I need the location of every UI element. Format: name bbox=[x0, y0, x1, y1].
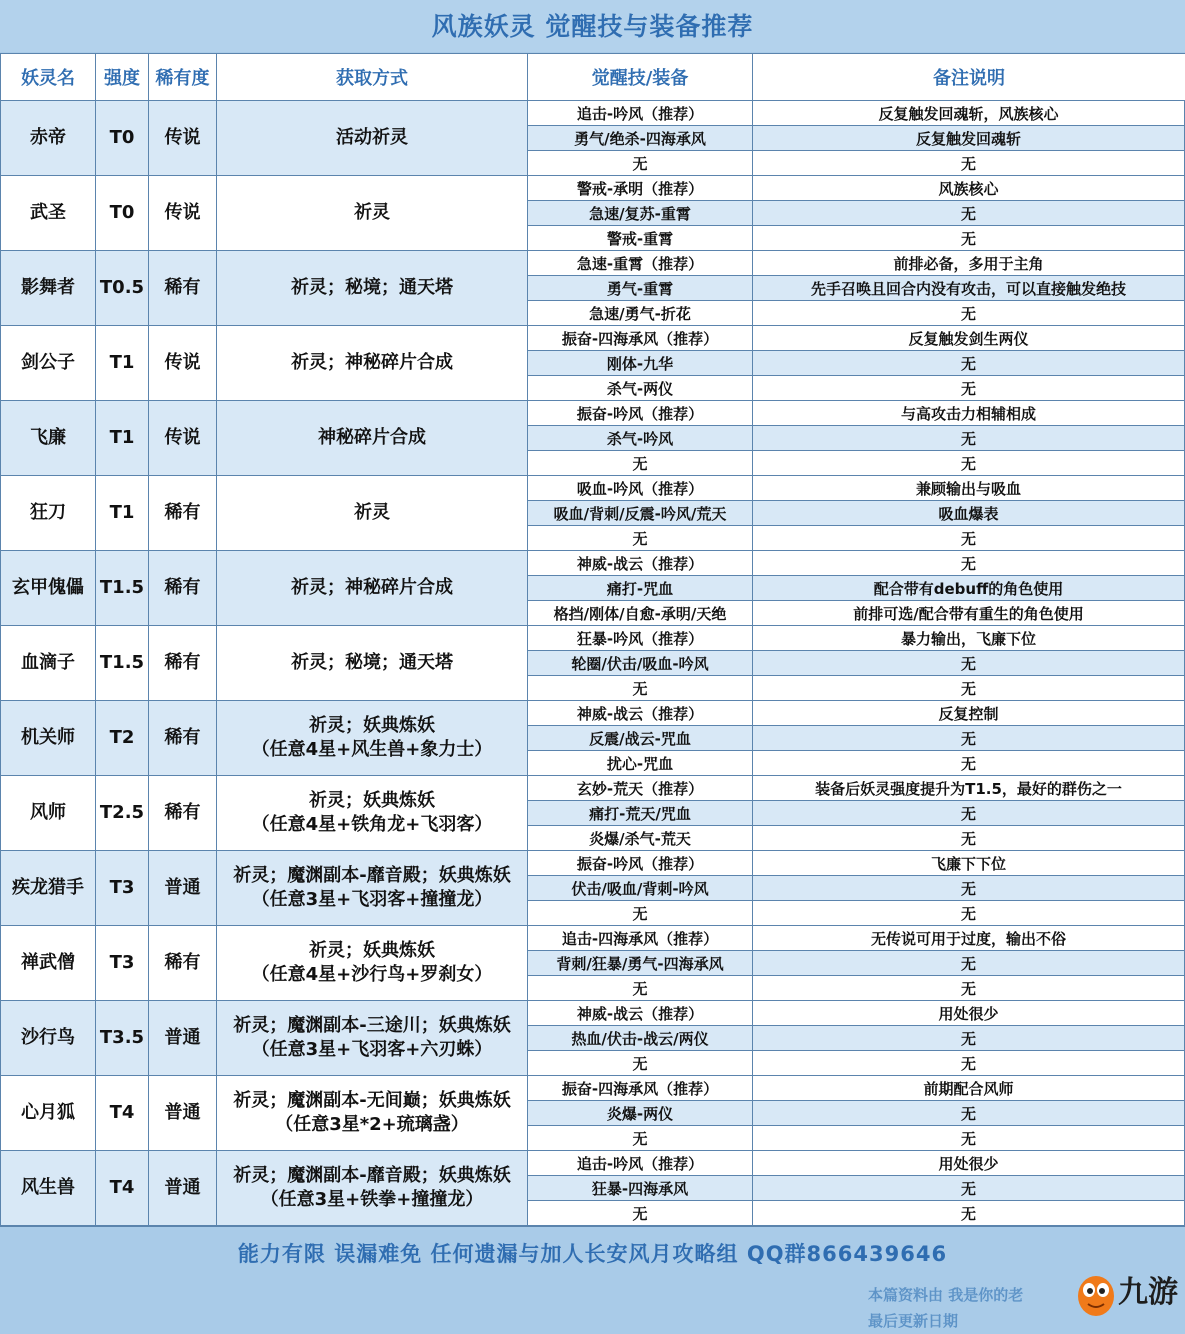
skill-item: 炎爆-两仪 bbox=[528, 1101, 752, 1125]
spirit-name: 剑公子 bbox=[1, 326, 95, 400]
source-line: 祈灵；神秘碎片合成 bbox=[291, 577, 453, 598]
credit-line: 最后更新日期 bbox=[868, 1312, 959, 1330]
source-line: （任意3星+铁拳+撞撞龙） bbox=[260, 1189, 484, 1210]
note-item: 无 bbox=[753, 651, 1184, 675]
note-item: 前排必备，多用于主角 bbox=[753, 251, 1184, 275]
header-source: 获取方式 bbox=[217, 54, 527, 100]
note-item: 无 bbox=[753, 801, 1184, 825]
tier-value: T3 bbox=[96, 926, 148, 1000]
note-item: 用处很少 bbox=[753, 1001, 1184, 1025]
spirit-name: 武圣 bbox=[1, 176, 95, 250]
rarity-value: 普通 bbox=[149, 1151, 216, 1225]
source-line: 祈灵；秘境；通天塔 bbox=[291, 277, 453, 298]
header-tier: 强度 bbox=[96, 54, 148, 100]
source-line: （任意3星*2+琉璃盏） bbox=[275, 1114, 469, 1135]
tier-value: T1.5 bbox=[96, 551, 148, 625]
source-line: 祈灵；魔渊副本-靡音殿；妖典炼妖 bbox=[233, 1165, 511, 1186]
tier-value: T4 bbox=[96, 1151, 148, 1225]
source-value bbox=[217, 626, 527, 700]
skill-item: 背刺/狂暴/勇气-四海承风 bbox=[528, 951, 752, 975]
tier-value: T0.5 bbox=[96, 251, 148, 325]
rarity-value: 传说 bbox=[149, 401, 216, 475]
skill-item: 急速/勇气-折花 bbox=[528, 301, 752, 325]
source-line: 祈灵；神秘碎片合成 bbox=[291, 352, 453, 373]
note-item: 无 bbox=[753, 826, 1184, 850]
note-item: 无 bbox=[753, 1126, 1184, 1150]
skill-item: 无 bbox=[528, 1126, 752, 1150]
note-item: 无 bbox=[753, 951, 1184, 975]
rarity-value: 普通 bbox=[149, 851, 216, 925]
rarity-value: 稀有 bbox=[149, 926, 216, 1000]
rarity-value: 稀有 bbox=[149, 476, 216, 550]
header-name: 妖灵名 bbox=[1, 54, 95, 100]
source-value bbox=[217, 401, 527, 475]
source-line: 祈灵；妖典炼妖 bbox=[309, 790, 435, 811]
skill-item: 无 bbox=[528, 151, 752, 175]
note-item: 无 bbox=[753, 1026, 1184, 1050]
skill-item: 无 bbox=[528, 451, 752, 475]
source-value bbox=[217, 1151, 527, 1225]
skill-item: 扰心-咒血 bbox=[528, 751, 752, 775]
rarity-value: 稀有 bbox=[149, 551, 216, 625]
note-item: 无 bbox=[753, 426, 1184, 450]
page-title: 风族妖灵 觉醒技与装备推荐 bbox=[0, 0, 1185, 52]
rarity-value: 稀有 bbox=[149, 251, 216, 325]
source-value bbox=[217, 326, 527, 400]
note-item: 前期配合风师 bbox=[753, 1076, 1184, 1100]
note-item: 兼顾输出与吸血 bbox=[753, 476, 1184, 500]
note-item: 无 bbox=[753, 451, 1184, 475]
note-item: 反复控制 bbox=[753, 701, 1184, 725]
note-item: 配合带有debuff的角色使用 bbox=[753, 576, 1184, 600]
rarity-value: 普通 bbox=[149, 1076, 216, 1150]
note-item: 无 bbox=[753, 226, 1184, 250]
skill-item: 格挡/刚体/自愈-承明/天绝 bbox=[528, 601, 752, 625]
skill-item: 痛打-荒天/咒血 bbox=[528, 801, 752, 825]
skill-item: 勇气/绝杀-四海承风 bbox=[528, 126, 752, 150]
skill-item: 追击-吟风（推荐） bbox=[528, 101, 752, 125]
skill-item: 振奋-四海承风（推荐） bbox=[528, 1076, 752, 1100]
note-item: 前排可选/配合带有重生的角色使用 bbox=[753, 601, 1184, 625]
note-item: 无 bbox=[753, 751, 1184, 775]
tier-value: T4 bbox=[96, 1076, 148, 1150]
source-line: 神秘碎片合成 bbox=[318, 427, 426, 448]
note-item: 装备后妖灵强度提升为T1.5，最好的群伤之一 bbox=[753, 776, 1184, 800]
note-item: 无 bbox=[753, 901, 1184, 925]
note-item: 反复触发回魂斩，风族核心 bbox=[753, 101, 1184, 125]
source-line: 祈灵；妖典炼妖 bbox=[309, 940, 435, 961]
source-value bbox=[217, 176, 527, 250]
skill-item: 神威-战云（推荐） bbox=[528, 1001, 752, 1025]
note-item: 无 bbox=[753, 376, 1184, 400]
note-item: 无 bbox=[753, 301, 1184, 325]
credit-text bbox=[868, 1282, 1073, 1334]
source-line: （任意4星+铁角龙+飞羽客） bbox=[251, 814, 493, 835]
skill-item: 勇气-重霄 bbox=[528, 276, 752, 300]
tier-value: T1 bbox=[96, 401, 148, 475]
tier-value: T3 bbox=[96, 851, 148, 925]
skill-item: 振奋-四海承风（推荐） bbox=[528, 326, 752, 350]
note-item: 吸血爆表 bbox=[753, 501, 1184, 525]
credit-line: 本篇资料由 我是你的老 bbox=[868, 1286, 1024, 1304]
skill-item: 杀气-吟风 bbox=[528, 426, 752, 450]
tier-value: T2.5 bbox=[96, 776, 148, 850]
rarity-value: 稀有 bbox=[149, 701, 216, 775]
source-line: 活动祈灵 bbox=[336, 127, 408, 148]
source-value bbox=[217, 101, 527, 175]
tier-value: T0 bbox=[96, 101, 148, 175]
recommendation-table bbox=[0, 53, 1185, 1227]
skill-item: 吸血/背刺/反震-吟风/荒天 bbox=[528, 501, 752, 525]
logo-text: 九游 bbox=[1118, 1275, 1178, 1310]
header-skills: 觉醒技/装备 bbox=[528, 54, 752, 100]
note-item: 风族核心 bbox=[753, 176, 1184, 200]
note-item: 无 bbox=[753, 1201, 1184, 1225]
spirit-name: 狂刀 bbox=[1, 476, 95, 550]
spirit-name: 心月狐 bbox=[1, 1076, 95, 1150]
skill-item: 神威-战云（推荐） bbox=[528, 701, 752, 725]
skill-item: 炎爆/杀气-荒天 bbox=[528, 826, 752, 850]
note-item: 无 bbox=[753, 1051, 1184, 1075]
tier-value: T1 bbox=[96, 326, 148, 400]
source-value bbox=[217, 701, 527, 775]
skill-item: 警戒-重霄 bbox=[528, 226, 752, 250]
spirit-name: 风生兽 bbox=[1, 1151, 95, 1225]
source-line: 祈灵；魔渊副本-靡音殿；妖典炼妖 bbox=[233, 865, 511, 886]
note-item: 无 bbox=[753, 1101, 1184, 1125]
source-value bbox=[217, 251, 527, 325]
rarity-value: 传说 bbox=[149, 101, 216, 175]
rarity-value: 传说 bbox=[149, 176, 216, 250]
spirit-name: 沙行鸟 bbox=[1, 1001, 95, 1075]
skill-item: 轮圈/伏击/吸血-吟风 bbox=[528, 651, 752, 675]
skill-item: 追击-四海承风（推荐） bbox=[528, 926, 752, 950]
skill-item: 无 bbox=[528, 901, 752, 925]
source-line: （任意4星+风生兽+象力士） bbox=[251, 739, 493, 760]
skill-item: 杀气-两仪 bbox=[528, 376, 752, 400]
spirit-name: 飞廉 bbox=[1, 401, 95, 475]
header-notes: 备注说明 bbox=[753, 54, 1185, 100]
source-value bbox=[217, 551, 527, 625]
source-line: 祈灵 bbox=[354, 502, 390, 523]
skill-item: 警戒-承明（推荐） bbox=[528, 176, 752, 200]
skill-item: 伏击/吸血/背刺-吟风 bbox=[528, 876, 752, 900]
header-rarity: 稀有度 bbox=[149, 54, 216, 100]
note-item: 反复触发回魂斩 bbox=[753, 126, 1184, 150]
note-item: 与高攻击力相辅相成 bbox=[753, 401, 1184, 425]
skill-item: 急速-重霄（推荐） bbox=[528, 251, 752, 275]
source-value bbox=[217, 776, 527, 850]
skill-item: 痛打-咒血 bbox=[528, 576, 752, 600]
source-line: （任意3星+飞羽客+撞撞龙） bbox=[251, 889, 493, 910]
source-value bbox=[217, 1001, 527, 1075]
note-item: 无 bbox=[753, 201, 1184, 225]
spirit-name: 疾龙猎手 bbox=[1, 851, 95, 925]
tier-value: T2 bbox=[96, 701, 148, 775]
tier-value: T1 bbox=[96, 476, 148, 550]
skill-item: 神威-战云（推荐） bbox=[528, 551, 752, 575]
note-item: 无 bbox=[753, 976, 1184, 1000]
tier-value: T3.5 bbox=[96, 1001, 148, 1075]
note-item: 无 bbox=[753, 351, 1184, 375]
source-line: 祈灵；魔渊副本-三途川；妖典炼妖 bbox=[233, 1015, 511, 1036]
note-item: 用处很少 bbox=[753, 1151, 1184, 1175]
spirit-name: 风师 bbox=[1, 776, 95, 850]
note-item: 暴力输出，飞廉下位 bbox=[753, 626, 1184, 650]
skill-item: 狂暴-吟风（推荐） bbox=[528, 626, 752, 650]
skill-item: 反震/战云-咒血 bbox=[528, 726, 752, 750]
note-item: 飞廉下下位 bbox=[753, 851, 1184, 875]
footer-note: 能力有限 误漏难免 任何遗漏与加人长安风月攻略组 QQ群866439646 bbox=[237, 1242, 948, 1266]
note-item: 无 bbox=[753, 676, 1184, 700]
skill-item: 吸血-吟风（推荐） bbox=[528, 476, 752, 500]
source-line: 祈灵 bbox=[354, 202, 390, 223]
skill-item: 无 bbox=[528, 1051, 752, 1075]
source-line: （任意3星+飞羽客+六刃蛛） bbox=[251, 1039, 493, 1060]
rarity-value: 普通 bbox=[149, 1001, 216, 1075]
note-item: 无 bbox=[753, 1176, 1184, 1200]
skill-item: 无 bbox=[528, 976, 752, 1000]
source-line: （任意4星+沙行鸟+罗刹女） bbox=[251, 964, 493, 985]
source-value bbox=[217, 851, 527, 925]
source-value bbox=[217, 476, 527, 550]
source-line: 祈灵；妖典炼妖 bbox=[309, 715, 435, 736]
note-item: 无 bbox=[753, 551, 1184, 575]
skill-item: 追击-吟风（推荐） bbox=[528, 1151, 752, 1175]
source-line: 祈灵；魔渊副本-无间巅；妖典炼妖 bbox=[233, 1090, 511, 1111]
spirit-name: 影舞者 bbox=[1, 251, 95, 325]
note-item: 无 bbox=[753, 876, 1184, 900]
skill-item: 玄妙-荒天（推荐） bbox=[528, 776, 752, 800]
skill-item: 热血/伏击-战云/两仪 bbox=[528, 1026, 752, 1050]
skill-item: 急速/复苏-重霄 bbox=[528, 201, 752, 225]
source-value bbox=[217, 926, 527, 1000]
skill-item: 无 bbox=[528, 526, 752, 550]
spirit-name: 赤帝 bbox=[1, 101, 95, 175]
rarity-value: 稀有 bbox=[149, 776, 216, 850]
spirit-name: 玄甲傀儡 bbox=[1, 551, 95, 625]
note-item: 无 bbox=[753, 526, 1184, 550]
note-item: 无 bbox=[753, 726, 1184, 750]
skill-item: 无 bbox=[528, 676, 752, 700]
note-item: 反复触发剑生两仪 bbox=[753, 326, 1184, 350]
source-value bbox=[217, 1076, 527, 1150]
rarity-value: 稀有 bbox=[149, 626, 216, 700]
skill-item: 刚体-九华 bbox=[528, 351, 752, 375]
spirit-name: 禅武僧 bbox=[1, 926, 95, 1000]
skill-item: 无 bbox=[528, 1201, 752, 1225]
note-item: 无 bbox=[753, 151, 1184, 175]
note-item: 无传说可用于过度，输出不俗 bbox=[753, 926, 1184, 950]
spirit-name: 机关师 bbox=[1, 701, 95, 775]
spirit-name: 血滴子 bbox=[1, 626, 95, 700]
rarity-value: 传说 bbox=[149, 326, 216, 400]
tier-value: T0 bbox=[96, 176, 148, 250]
source-line: 祈灵；秘境；通天塔 bbox=[291, 652, 453, 673]
skill-item: 振奋-吟风（推荐） bbox=[528, 401, 752, 425]
skill-item: 狂暴-四海承风 bbox=[528, 1176, 752, 1200]
note-item: 先手召唤且回合内没有攻击，可以直接触发绝技 bbox=[753, 276, 1184, 300]
skill-item: 振奋-吟风（推荐） bbox=[528, 851, 752, 875]
tier-value: T1.5 bbox=[96, 626, 148, 700]
